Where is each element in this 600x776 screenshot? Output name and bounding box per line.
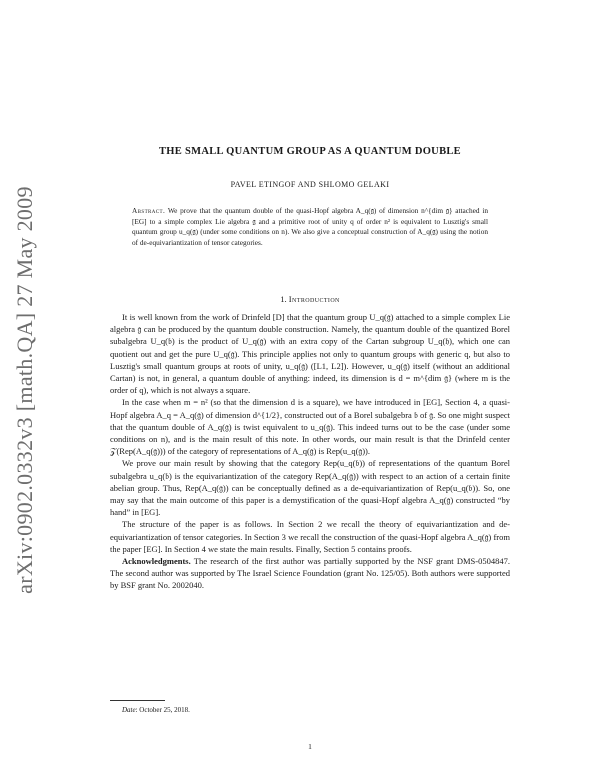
abstract — [132, 206, 488, 248]
page-number: 1 — [308, 742, 312, 751]
abstract-label: Abstract. — [132, 206, 166, 215]
paper-authors: PAVEL ETINGOF AND SHLOMO GELAKI — [230, 180, 390, 189]
footnote — [122, 706, 190, 714]
section-number: 1. — [280, 294, 287, 304]
paragraph: It is well known from the work of Drinfeld [D] that the quantum group U_q(𝔤) attached to a simple complex Lie algebra 𝔤 can be produced by the quantum double construction. Namely, the quantum double of the quantized Borel subalgebra U_q(𝔟) is the product of U_q(𝔤) with an extra copy of the Cartan subgroup U_q(𝔥), which one can quotient out and get the pure U_q(𝔤). This principle applies not only to quantum groups with generic q, but also to Lusztig's small quantum groups at roots of unity, u_q(𝔤) ([L1, L2]). However, u_q(𝔤) itself (without an additional Cartan) is not, in general, a quantum double of anything: indeed, its dimension is d = m^{dim 𝔤} (where m is the order of q), which is not always a square. — [110, 312, 510, 396]
section-title: Introduction — [288, 294, 340, 304]
acknowledgments-text: The research of the first author was partially supported by the NSF grant DMS-0504847. The second author was supported by The Israel Science Foundation (grant No. 125/05). Both authors were supported by BSF grant No. 2002040. — [110, 556, 510, 591]
paragraph: In the case when m = n² (so that the dimension d is a square), we have introduced in [EG], Section 4, a quasi-Hopf algebra A_q = A_q(𝔤) of dimension d^{1/2}, constructed out of a Borel subalgebra 𝔟 of 𝔤. So one might suspect that the quantum double of A_q(𝔤) is twist equivalent to u_q(𝔤). This indeed turns out to be the case (under some conditions on n), and is the main result of this note. In other words, our main result is that the Drinfeld center 𝒵(Rep(A_q(𝔤))) of the category of representations of A_q(𝔤) is Rep(u_q(𝔤)). — [110, 397, 510, 457]
acknowledgments — [110, 555, 510, 592]
introduction-body — [110, 311, 510, 592]
section-heading — [110, 294, 510, 304]
footnote-divider — [110, 700, 165, 701]
paragraph: The structure of the paper is as follows. In Section 2 we recall the theory of equivariantization and de-equivariantization of tensor categories. In Section 3 we recall the construction of the quasi-Hopf algebra A_q(𝔤) from the paper [EG]. In Section 4 we state the main results. Finally, Section 5 contains proofs. — [110, 519, 510, 554]
arxiv-identifier-text: arXiv:0902.0332v3 [math.QA] 27 May 2009 — [12, 186, 37, 594]
arxiv-identifier — [8, 160, 42, 620]
paper-title: THE SMALL QUANTUM GROUP AS A QUANTUM DOUBLE — [159, 146, 461, 157]
footnote-label: Date — [122, 706, 136, 714]
acknowledgments-label: Acknowledgments. — [122, 556, 191, 567]
footnote-text: : October 25, 2018. — [135, 706, 190, 714]
paragraph: We prove our main result by showing that the category Rep(u_q(𝔟)) of representations of the quantum Borel subalgebra u_q(𝔟) is the equivariantization of the category Rep(A_q(𝔤)) with respect to an action of a certain finite abelian group. Thus, Rep(A_q(𝔤)) can be conceptually defined as a de-equivariantization of Rep(u_q(𝔟)). So, one may say that the main outcome of this paper is a demystification of the quasi-Hopf algebra A_q(𝔤) constructed “by hand” in [EG]. — [110, 458, 510, 518]
abstract-text: We prove that the quantum double of the quasi-Hopf algebra A_q(𝔤) of dimension n^{dim 𝔤} attached in [EG] to a simple complex Lie algebra 𝔤 and a primitive root of unity q of order n² is equivalent to Lusztig's small quantum group u_q(𝔤) (under some conditions on n). We also give a conceptual construction of A_q(𝔤) using the notion of de-equivariantization of tensor categories. — [132, 206, 488, 247]
